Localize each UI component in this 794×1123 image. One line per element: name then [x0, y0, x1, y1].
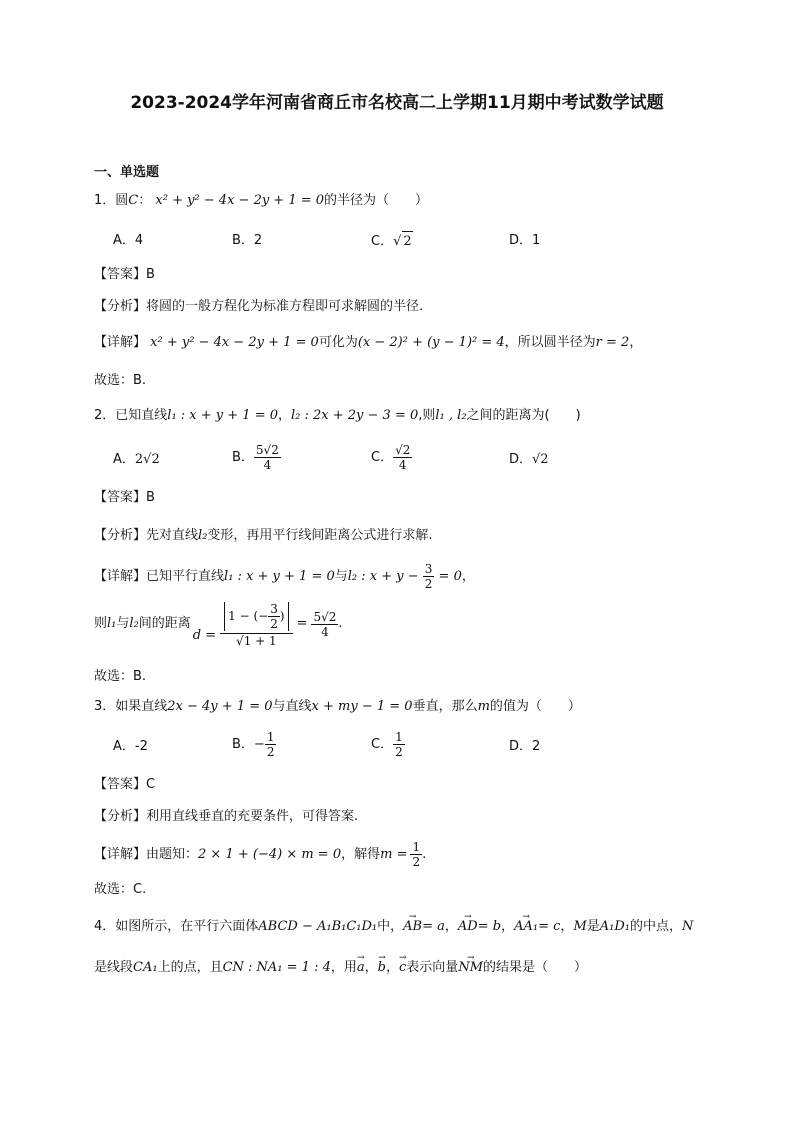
q3-stem-b: 与直线 [272, 699, 312, 714]
q2-detail-l2: l₂ : x + y − [347, 569, 419, 584]
q3-detail-eq: 2 × 1 + (−4) × m = 0 [198, 846, 342, 862]
q2-analysis [94, 526, 433, 546]
q3-option-d[interactable]: D．2 [509, 739, 541, 754]
q1-circle-name: C [128, 193, 139, 208]
q1-detail-mid: 可化为 [318, 335, 358, 350]
q2-option-b-label: B． [232, 450, 254, 465]
q4-comma: ， [364, 960, 378, 975]
q4-vector-nm: → NM [458, 958, 483, 978]
q2-conclusion: 故选：B. [94, 669, 147, 684]
q2-option-d-value: √2 [532, 452, 549, 467]
q4-vector-a: → a [357, 958, 365, 978]
q2-dist-frac: 1 − (− $\frac{3}{2}$ ) √1 + 1 [220, 600, 292, 648]
q1-stem-prefix: 1．圆 [94, 193, 129, 208]
q2-dist-end: . [338, 616, 343, 631]
q2-dist-l1: l₁ [107, 616, 117, 631]
q3-option-b-sign: − [253, 737, 265, 752]
q4-line1 [94, 917, 693, 937]
q4-comma: ， [501, 919, 515, 934]
q1-detail-mid2: ，所以圆半径为 [504, 335, 596, 350]
q3-option-b-frac: $\frac{1}{2}$ [266, 730, 275, 759]
q4-line1-c: ， [560, 919, 574, 934]
q4-vector-ab-eq: = a [422, 919, 445, 934]
q4-line2-b: 上的点，且 [157, 960, 223, 975]
q2-analysis-a: 先对直线 [146, 528, 199, 543]
q2-dist-a: 则 [94, 616, 108, 631]
q3-stem-d: 的值为（ ） [489, 699, 581, 714]
q1-colon: ： [138, 193, 152, 208]
q3-option-a[interactable]: A．-2 [113, 739, 148, 754]
q4-vector-ab: → AB [403, 917, 422, 937]
analysis-label: 【分析】 [94, 528, 147, 543]
q1-answer [94, 265, 155, 285]
q2-option-c-frac: $\frac{√2}{4}$ [395, 443, 411, 472]
q3-answer-value: C [146, 777, 156, 792]
q3-stem [94, 697, 581, 717]
q4-line1-b: 中， [377, 919, 404, 934]
q3-detail-b: ，解得 [341, 846, 381, 862]
q4-vector-b: → b [378, 958, 386, 978]
q4-line1-e: 的中点， [630, 919, 683, 934]
q4-solid: ABCD − A₁B₁C₁D₁ [258, 919, 378, 934]
q2-detail-l2-end: = 0 [438, 569, 462, 584]
q2-option-a-value: 2√2 [134, 452, 160, 467]
q2-dist-d: d = [192, 628, 217, 643]
answer-label: 【答案】 [94, 777, 147, 792]
q1-detail [94, 333, 642, 353]
q2-option-a[interactable] [113, 450, 160, 470]
q3-option-b-label: B． [232, 737, 254, 752]
q4-segment-a1d1: A₁D₁ [599, 919, 630, 934]
q2-option-d[interactable] [509, 450, 549, 470]
q3-detail-m: m = [380, 846, 408, 862]
q4-line1-a: 4．如图所示，在平行六面体 [94, 919, 259, 934]
q4-point-n: N [682, 919, 694, 934]
q3-option-c-frac: $\frac{1}{2}$ [395, 730, 403, 759]
q2-analysis-b: 变形，再用平行线间距离公式进行求解. [207, 528, 433, 543]
q2-distance [94, 600, 343, 648]
detail-label: 【详解】 [94, 569, 147, 584]
q4-line2-e: 的结果是（ ） [483, 960, 588, 975]
q3-option-c[interactable] [371, 730, 405, 759]
q3-eq2: x + my − 1 = 0 [311, 699, 413, 714]
q1-answer-value: B [146, 267, 155, 282]
q4-line1-d: 是 [586, 919, 600, 934]
q2-option-b-frac: $\frac{5√2}{4}$ [255, 443, 279, 472]
q3-eq1: 2x − 4y + 1 = 0 [167, 699, 273, 714]
q2-option-c[interactable] [371, 443, 412, 472]
q3-detail [94, 840, 426, 869]
q4-vector-ad: → AD [458, 917, 478, 937]
q4-line2-c: ，用 [330, 960, 357, 975]
q1-option-d[interactable]: D．1 [509, 233, 541, 248]
q2-option-d-label: D． [509, 452, 533, 467]
q2-option-b[interactable] [232, 443, 281, 472]
q3-answer [94, 775, 155, 795]
q4-vector-aa1-eq: = c [538, 919, 561, 934]
q1-equation: x² + y² − 4x − 2y + 1 = 0 [155, 193, 325, 208]
q1-stem [94, 191, 428, 211]
q3-stem-c: 垂直，那么 [412, 699, 478, 714]
q4-segment-ca1: CA₁ [133, 960, 158, 975]
q4-vector-ad-eq: = b [477, 919, 502, 934]
q4-line2 [94, 958, 587, 978]
answer-label: 【答案】 [94, 267, 147, 282]
q2-detail-a: 已知平行直线 [146, 569, 225, 584]
q2-line1: l₁ : x + y + 1 = 0 [167, 408, 278, 423]
q3-analysis-text: 利用直线垂直的充要条件，可得答案. [146, 809, 359, 824]
q2-dist-abs: 1 − (− $\frac{3}{2}$ ) [224, 602, 288, 631]
detail-label: 【详解】 [94, 335, 147, 350]
q4-point-m: M [573, 919, 587, 934]
q1-analysis-text: 将圆的一般方程化为标准方程即可求解圆的半径. [146, 299, 424, 314]
q3-conclusion: 故选：C. [94, 882, 147, 897]
q4-comma: ， [386, 960, 400, 975]
q2-answer-value: B [146, 490, 155, 505]
q1-option-c-label: C． [371, 234, 394, 249]
q2-dist-eq: = [296, 616, 308, 631]
q2-stem-mid: ,则 [418, 408, 436, 423]
q1-conclusion: 故选：B. [94, 373, 147, 388]
q4-vector-c: → c [399, 958, 406, 978]
q4-ratio: CN : NA₁ = 1 : 4 [222, 960, 331, 975]
q2-stem-suffix: 之间的距离为( ) [466, 408, 581, 423]
q2-detail-b: 与 [334, 569, 348, 584]
q2-stem-prefix: 2．已知直线 [94, 408, 168, 423]
q2-detail-frac: $\frac{3}{2}$ [424, 562, 433, 591]
analysis-label: 【分析】 [94, 299, 147, 314]
q3-option-c-label: C． [371, 737, 394, 752]
q4-line2-d: 表示向量 [406, 960, 459, 975]
q2-detail [94, 562, 475, 591]
q1-option-a[interactable]: A．4 [113, 233, 144, 248]
q4-line2-a: 是线段 [94, 960, 134, 975]
q2-option-c-label: C． [371, 450, 394, 465]
q4-vector-aa1: → AA₁ [514, 917, 538, 937]
q2-answer [94, 488, 155, 508]
q1-detail-end: ， [629, 335, 643, 350]
q3-stem-a: 3．如果直线 [94, 699, 168, 714]
detail-label: 【详解】 [94, 846, 147, 862]
q2-option-a-label: A． [113, 452, 135, 467]
q1-detail-eq3: r = 2 [595, 335, 630, 350]
q2-line2: l₂ : 2x + 2y − 3 = 0 [291, 408, 419, 423]
q1-option-c-sqrt: √ 2 [393, 234, 413, 249]
q2-lines: l₁ , l₂ [435, 408, 467, 423]
q1-option-c[interactable] [371, 231, 413, 252]
q2-dist-c: 间的距离 [138, 616, 191, 631]
q2-analysis-line: l₂ [198, 528, 208, 543]
q3-m: m [477, 699, 490, 714]
section-heading: 一、单选题 [94, 165, 160, 180]
q3-detail-a: 由题知： [146, 846, 199, 862]
q3-detail-frac: $\frac{1}{2}$ [412, 840, 421, 869]
q1-option-b[interactable]: B．2 [232, 233, 263, 248]
q2-dist-result: $\frac{5√2}{4}$ [313, 609, 337, 639]
page-title: 2023-2024学年河南省商丘市名校高二上学期11月期中考试数学试题 [130, 93, 664, 113]
q2-stem [94, 406, 581, 426]
analysis-label: 【分析】 [94, 809, 147, 824]
q4-comma: ， [444, 919, 458, 934]
q1-stem-suffix: 的半径为（ ） [324, 193, 429, 208]
q3-analysis [94, 807, 358, 827]
q2-detail-c: ， [461, 569, 475, 584]
q1-detail-eq1: x² + y² − 4x − 2y + 1 = 0 [150, 335, 319, 350]
q2-dist-l2: l₂ [129, 616, 139, 631]
q3-option-b[interactable] [232, 730, 276, 759]
q2-sep: ， [277, 408, 291, 423]
q1-analysis [94, 297, 423, 317]
answer-label: 【答案】 [94, 490, 147, 505]
q2-detail-l1: l₁ : x + y + 1 = 0 [224, 569, 335, 584]
q2-dist-b: 与 [116, 616, 130, 631]
q3-detail-end: . [422, 846, 427, 862]
q1-detail-eq2: (x − 2)² + (y − 1)² = 4 [357, 335, 505, 350]
